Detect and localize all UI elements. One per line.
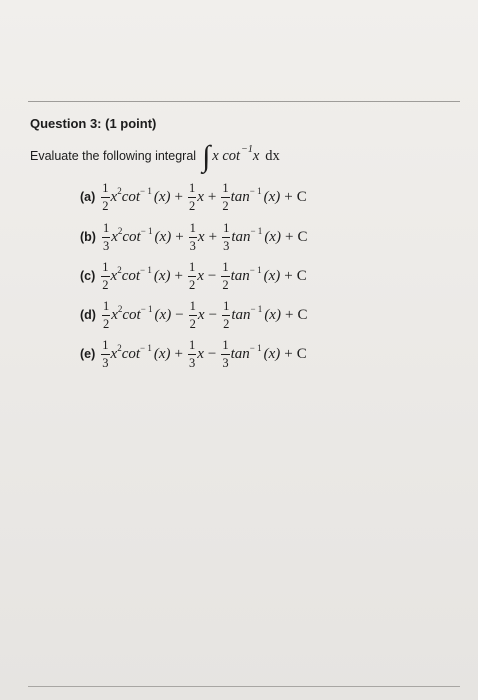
term-x: x: [197, 306, 205, 323]
operator: +: [175, 228, 184, 245]
fraction: $\frac{1}{3}$: [102, 338, 109, 370]
option-math: [101, 300, 307, 330]
fraction: $\frac{1}{3}$: [189, 221, 196, 253]
operator: +: [207, 188, 217, 205]
operator: −: [207, 345, 217, 362]
arg-x: (x): [263, 267, 281, 284]
arg-x: (x): [154, 228, 172, 245]
operator: −: [208, 306, 218, 323]
fraction: $\frac{1}{2}$: [188, 260, 196, 292]
inverse-exp: − 1: [249, 265, 262, 275]
top-divider: [28, 101, 460, 102]
tan-text: tan: [231, 228, 251, 245]
option-math: [100, 261, 306, 291]
fraction: $\frac{1}{2}$: [102, 260, 109, 292]
arg-x: (x): [154, 306, 172, 323]
term-x: x: [197, 188, 204, 205]
operator: +: [208, 228, 218, 245]
operator: +: [174, 267, 183, 284]
question-title: Question 3: (1 point): [30, 116, 157, 131]
operator: +: [284, 267, 293, 284]
cot-text: cot: [122, 306, 141, 323]
fraction: $\frac{1}{3}$: [223, 221, 230, 253]
answer-option-e[interactable]: [80, 335, 307, 373]
arg-x: (x): [264, 228, 281, 245]
term-x: x: [197, 345, 204, 362]
exp-two: 2: [117, 343, 122, 353]
exp-two: 2: [117, 304, 123, 314]
inverse-exp: − 1: [250, 226, 263, 236]
option-label: (b): [80, 230, 96, 244]
option-math: [100, 339, 306, 369]
fraction: $\frac{1}{2}$: [223, 299, 230, 331]
exp-two: 2: [117, 226, 123, 236]
term-x: x: [111, 306, 118, 323]
option-label: (c): [80, 269, 96, 283]
option-label: (a): [80, 190, 96, 204]
fraction: $\frac{1}{2}$: [188, 181, 196, 213]
cot-text: cot: [121, 267, 141, 284]
tan-text: tan: [230, 345, 250, 362]
answer-option-c[interactable]: [80, 257, 307, 295]
integrand-exp: −1: [241, 143, 253, 155]
operator: +: [174, 188, 183, 205]
term-x: x: [110, 188, 118, 205]
constant-c: C: [296, 188, 307, 205]
option-math: [100, 182, 306, 212]
operator: +: [284, 228, 294, 245]
tan-text: tan: [230, 188, 250, 205]
tan-text: tan: [231, 306, 251, 323]
operator: −: [207, 267, 217, 284]
answer-option-b[interactable]: [80, 218, 307, 256]
inverse-exp: − 1: [140, 343, 152, 353]
cot-text: cot: [122, 228, 141, 245]
fraction: $\frac{1}{2}$: [222, 260, 229, 292]
answer-option-a[interactable]: [80, 178, 307, 216]
question-prompt: [30, 141, 280, 171]
fraction: $\frac{1}{2}$: [102, 181, 109, 213]
option-label: (e): [80, 347, 96, 361]
term-x: x: [197, 267, 204, 284]
fraction: $\frac{1}{3}$: [222, 338, 229, 370]
cot-text: cot: [121, 345, 141, 362]
prompt-text: Evaluate the following integral: [30, 149, 197, 163]
term-x: x: [197, 228, 205, 245]
inverse-exp: − 1: [140, 304, 153, 314]
exp-two: 2: [117, 186, 122, 196]
inverse-exp: − 1: [249, 186, 262, 196]
inverse-exp: − 1: [140, 186, 152, 196]
integral-sign: ∫: [202, 140, 211, 173]
arg-x: (x): [263, 345, 281, 362]
option-math: [101, 222, 307, 252]
bottom-divider: [28, 686, 460, 687]
constant-c: C: [296, 345, 307, 362]
fraction: $\frac{1}{2}$: [222, 181, 229, 213]
integrand-func: x cot: [212, 147, 241, 164]
option-label: (d): [80, 308, 96, 322]
fraction: $\frac{1}{3}$: [102, 221, 110, 253]
operator: +: [284, 188, 293, 205]
arg-x: (x): [153, 188, 171, 205]
exp-two: 2: [117, 265, 122, 275]
operator: +: [174, 345, 183, 362]
integral-expression: [202, 141, 280, 171]
fraction: $\frac{1}{2}$: [102, 299, 110, 331]
integrand-dx: dx: [265, 147, 280, 164]
term-x: x: [110, 345, 118, 362]
inverse-exp: − 1: [140, 265, 152, 275]
answer-option-d[interactable]: [80, 296, 307, 334]
inverse-exp: − 1: [249, 343, 262, 353]
constant-c: C: [297, 306, 308, 323]
cot-text: cot: [121, 188, 141, 205]
term-x: x: [110, 267, 118, 284]
operator: +: [284, 345, 293, 362]
constant-c: C: [297, 228, 308, 245]
fraction: $\frac{1}{2}$: [189, 299, 196, 331]
arg-x: (x): [153, 345, 171, 362]
term-x: x: [111, 228, 118, 245]
integrand-var: x: [252, 147, 260, 164]
constant-c: C: [296, 267, 307, 284]
tan-text: tan: [230, 267, 250, 284]
operator: −: [175, 306, 184, 323]
inverse-exp: − 1: [250, 304, 263, 314]
arg-x: (x): [153, 267, 171, 284]
fraction: $\frac{1}{3}$: [188, 338, 196, 370]
inverse-exp: − 1: [140, 226, 153, 236]
arg-x: (x): [264, 306, 281, 323]
operator: +: [284, 306, 294, 323]
arg-x: (x): [263, 188, 281, 205]
